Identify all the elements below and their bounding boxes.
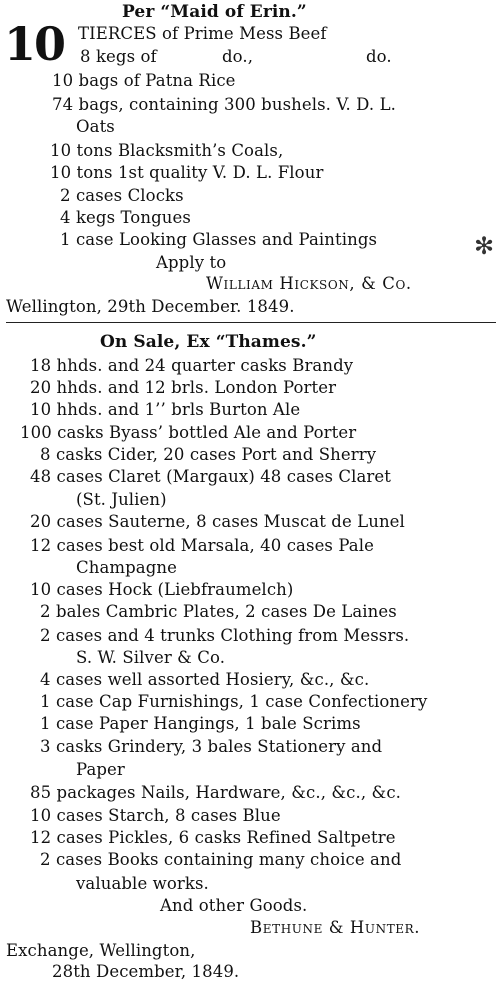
ad2-line: 10 hhds. and 1’’ brls Burton Ale bbox=[30, 400, 301, 419]
ad1-line: 10 bags of Patna Rice bbox=[52, 71, 236, 90]
ad2-line: 12 cases best old Marsala, 40 cases Pale bbox=[30, 536, 374, 555]
ad2-line: 2 cases and 4 trunks Clothing from Messrs. bbox=[40, 626, 410, 645]
ad1-line: 1 case Looking Glasses and Paintings bbox=[60, 230, 378, 249]
ad1-line: do. bbox=[366, 47, 392, 66]
ad1-heading: Per “Maid of Erin.” bbox=[122, 2, 307, 22]
ad2-line: And other Goods. bbox=[160, 896, 308, 915]
ad2-signature: Bethune & Hunter. bbox=[250, 918, 421, 937]
ad2-dateline: 28th December, 1849. bbox=[52, 962, 240, 981]
ad2-line: 4 cases well assorted Hosiery, &c., &c. bbox=[40, 670, 370, 689]
ad1-line: TIERCES of Prime Mess Beef bbox=[78, 24, 327, 43]
ad1-line: 4 kegs Tongues bbox=[60, 208, 191, 227]
ad2-line: valuable works. bbox=[76, 874, 209, 893]
ad1-big-numeral: 10 bbox=[4, 17, 65, 71]
ad2-line: 20 cases Sauterne, 8 cases Muscat de Lunel bbox=[30, 512, 405, 531]
ad2-line: 20 hhds. and 12 brls. London Porter bbox=[30, 378, 337, 397]
ad1-line: 74 bags, containing 300 bushels. V. D. L. bbox=[52, 95, 397, 114]
ad2-line: S. W. Silver & Co. bbox=[76, 648, 226, 667]
ad2-line: 10 cases Starch, 8 cases Blue bbox=[30, 806, 281, 825]
ad2-line: (St. Julien) bbox=[76, 490, 167, 509]
ad2-line: Champagne bbox=[76, 558, 177, 577]
column-divider bbox=[6, 322, 496, 323]
ad2-line: 8 casks Cider, 20 cases Port and Sherry bbox=[40, 445, 377, 464]
ad1-line: Oats bbox=[76, 117, 115, 136]
ad1-signature: William Hickson, & Co. bbox=[206, 274, 412, 293]
ad2-line: 12 cases Pickles, 6 casks Refined Saltpetre bbox=[30, 828, 396, 847]
ad2-line: 85 packages Nails, Hardware, &c., &c., &c. bbox=[30, 783, 402, 802]
ad2-line: 100 casks Byass’ bottled Ale and Porter bbox=[20, 423, 357, 442]
ad1-line: 10 tons 1st quality V. D. L. Flour bbox=[50, 163, 324, 182]
ad1-line: 10 tons Blacksmith’s Coals, bbox=[50, 141, 284, 160]
ad1-line: 8 kegs of bbox=[80, 47, 157, 66]
ad1-line: 2 cases Clocks bbox=[60, 186, 184, 205]
ad2-line: 1 case Paper Hangings, 1 bale Scrims bbox=[40, 714, 361, 733]
ad2-line: 3 casks Grindery, 3 bales Stationery and bbox=[40, 737, 383, 756]
ad1-line: Apply to bbox=[156, 253, 227, 272]
ad2-line: Paper bbox=[76, 760, 125, 779]
ad2-heading: On Sale, Ex “Thames.” bbox=[100, 332, 317, 352]
ad1-dateline: Wellington, 29th December. 1849. bbox=[6, 297, 295, 316]
ad1-line: do., bbox=[222, 47, 254, 66]
ad2-dateline: Exchange, Wellington, bbox=[6, 941, 196, 960]
ad2-line: 18 hhds. and 24 quarter casks Brandy bbox=[30, 356, 354, 375]
ad2-line: 2 bales Cambric Plates, 2 cases De Laines bbox=[40, 602, 397, 621]
ad2-line: 48 cases Claret (Margaux) 48 cases Claret bbox=[30, 467, 391, 486]
ad2-line: 10 cases Hock (Liebfraumelch) bbox=[30, 580, 294, 599]
ink-blot: ✻ bbox=[474, 232, 495, 260]
ad2-line: 2 cases Books containing many choice and bbox=[40, 850, 402, 869]
ad2-line: 1 case Cap Furnishings, 1 case Confectionery bbox=[40, 692, 428, 711]
